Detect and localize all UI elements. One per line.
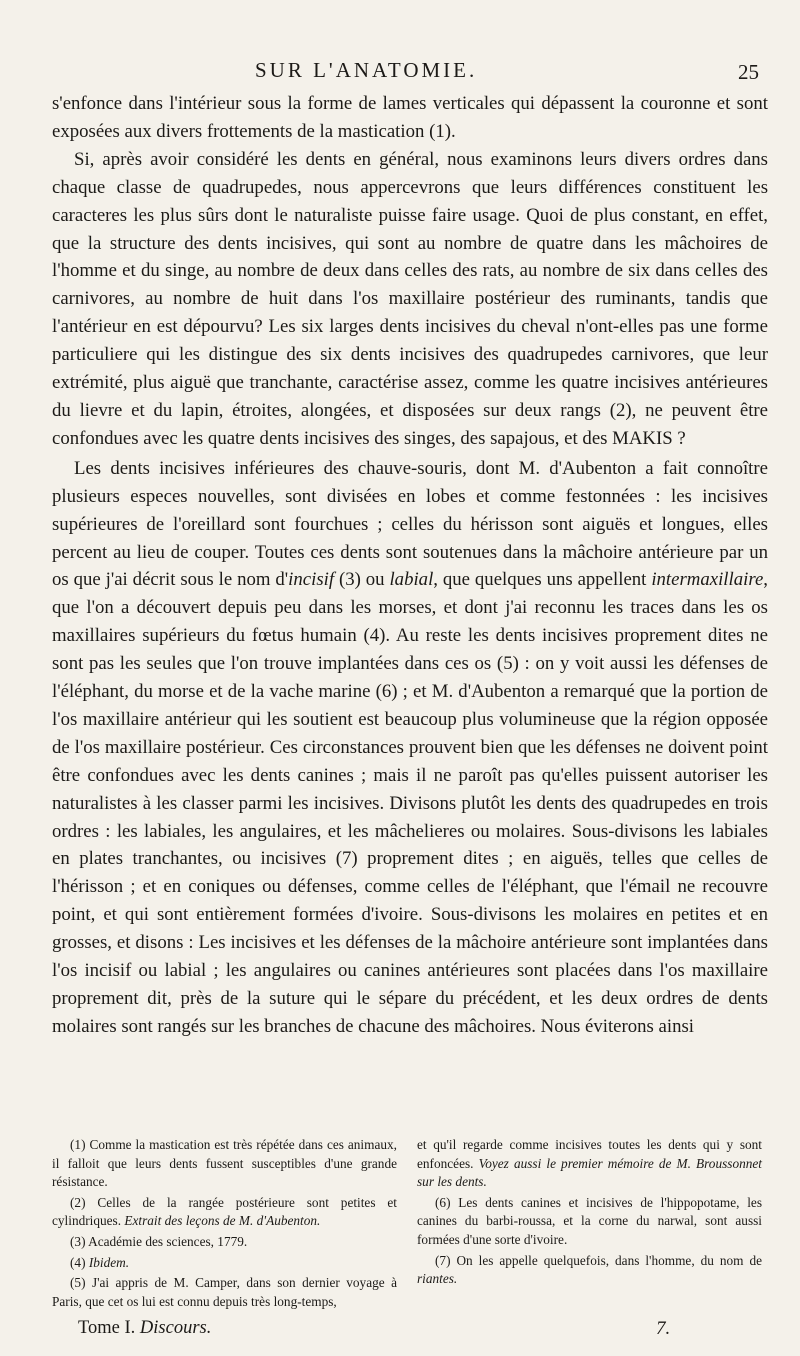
italic-term-incisif: incisif	[288, 569, 335, 591]
section-label: Discours.	[139, 1318, 212, 1338]
italic-term-intermaxillaire: intermaxillaire	[651, 569, 764, 591]
footnote-italic: Extrait des leçons de M. d'Aubenton.	[124, 1213, 321, 1229]
main-text	[52, 90, 768, 1041]
footnote-text: (4)	[70, 1254, 89, 1270]
footnote-italic: Voyez aussi le premier mémoire de M. Broussonnet sur les dents.	[417, 1155, 762, 1190]
footnote-1: (1) Comme la mastication est très répétée dans ces animaux, il falloit que leurs dents fussent susceptibles d'une grande résistance.	[52, 1137, 397, 1190]
paragraph-text: Les dents incisives inférieures des chauve-souris, dont M. d'Aubenton a fait connoître plusieurs especes nouvelles, sont divisées en lobes et comme festonnées : les incisives supérieures de l'oreillard sont fourchues ; celles du hérisson sont aiguës et longues, elles percent au lieu de couper. Toutes ces dents sont soutenues dans la mâchoire antérieure par un os que j'ai décrit sous le nom d'	[52, 457, 768, 591]
footnote-4	[52, 1254, 397, 1273]
paragraph-text: (3) ou	[334, 569, 390, 591]
signature-mark: 7.	[656, 1318, 671, 1339]
volume-label: Tome I.	[78, 1318, 136, 1338]
footnote-text: et qu'il regarde comme incisives toutes les dents qui y sont enfoncées.	[417, 1137, 762, 1171]
paragraph-text: , que l'on a découvert depuis peu dans les morses, et dont j'ai reconnu les traces dans les os maxillaires supérieurs du fœtus humain (4). Au reste les dents incisives proprement dites ne sont pas les seules que l'on trouve implantées dans ces os (5) : on y voit aussi les défenses de l'éléphant, du morse et de la vache marine (6) ; et M. d'Aubenton a remarqué que la portion de l'os maxillaire antérieur qui les soutient est beaucoup plus volumineuse que la région opposée de l'os maxillaire postérieur. Ces circonstances prouvent bien que les défenses ne doivent point être confondues avec les dents canines ; mais il ne paroît pas qu'elles puissent autoriser les naturalistes à les classer parmi les incisives. Divisons plutôt les dents des quadrupedes en trois ordres : les labiales, les angulaires, et les mâchelieres ou molaires. Sous-divisons les labiales en plates tranchantes, ou incisives (7) proprement dites ; en aiguës, telles que celles de l'hérisson ; et en coniques ou défenses, comme celles de l'éléphant, que l'émail ne recouvre point, et qui sont entièrement formées d'ivoire. Sous-divisons les molaires en petites et en grosses, et disons : Les incisives et les défenses de la mâchoire antérieure sont implantées dans l'os incisif ou labial ; les angulaires ou canines antérieures sont placées dans l'os maxillaire proprement dit, près de la suture qui le sépare du précédent, et les deux ordres de dents molaires sont rangés sur les branches de chacune des mâchoires. Nous éviterons ainsi	[52, 569, 768, 1037]
paragraph-continuation: s'enfonce dans l'intérieur sous la forme de lames verticales qui dépassent la couronne et sont exposées aux divers frottements de la mastication (1).	[52, 93, 768, 142]
running-head	[0, 58, 800, 88]
footnote-text: (7) On les appelle quelquefois, dans l'homme, du nom de	[435, 1252, 762, 1268]
footnote-6: (6) Les dents canines et incisives de l'hippopotame, les canines du barbi-roussa, et la corne du narwal, sont aussi formées d'une sorte d'ivoire.	[417, 1194, 762, 1247]
footnote-5-continued	[417, 1136, 762, 1192]
footnote-7	[417, 1252, 762, 1289]
footnote-3: (3) Académie des sciences, 1779.	[70, 1233, 248, 1249]
paragraph-text: , que quelques uns appellent	[433, 569, 652, 591]
footnote-italic: Ibidem.	[88, 1254, 130, 1270]
footnote-5: (5) J'ai appris de M. Camper, dans son dernier voyage à Paris, que cet os lui est connu depuis très long-temps,	[52, 1275, 397, 1309]
paragraph-bats-and-tusks	[52, 455, 768, 1041]
footnote-italic: riantes.	[417, 1271, 458, 1287]
page-footer	[0, 1318, 800, 1344]
footnotes-right-column	[417, 1136, 762, 1291]
paragraph-incisors-orders: Si, après avoir considéré les dents en général, nous examinons leurs divers ordres dans chaque classe de quadrupedes, nous appercevrons que leurs différences constituent les caracteres les plus sûrs dont le naturaliste puisse faire usage. Quoi de plus constant, en effet, que la structure des dents incisives, qui sont au nombre de quatre dans les mâchoires de l'homme et du singe, au nombre de deux dans celles des rats, au nombre de six dans celles des carnivores, au nombre de huit dans l'os maxillaire postérieur des ruminants, tandis que l'antérieur en est dépourvu? Les six larges dents incisives du cheval n'ont-elles pas une forme particuliere qui les distingue des six dents incisives des quadrupedes carnivores, que leur extrémité, plus aiguë que tranchante, caractérise assez, comme les quatre incisives antérieures du lievre et du lapin, étroites, alongées, et disposées sur deux rangs (2), ne peuvent être confondues avec les quatre dents incisives des singes, des sapajous, et des MAKIS ?	[52, 148, 768, 449]
footnote-2	[52, 1194, 397, 1231]
italic-term-labial: labial	[389, 569, 434, 591]
footnotes-left-column	[52, 1136, 397, 1313]
footnote-text: (2) Celles de la rangée postérieure sont petites et cylindriques.	[52, 1194, 397, 1229]
running-title: SUR L'ANATOMIE.	[255, 58, 478, 82]
page-number: 25	[738, 60, 759, 84]
footer-volume-line	[78, 1318, 211, 1339]
